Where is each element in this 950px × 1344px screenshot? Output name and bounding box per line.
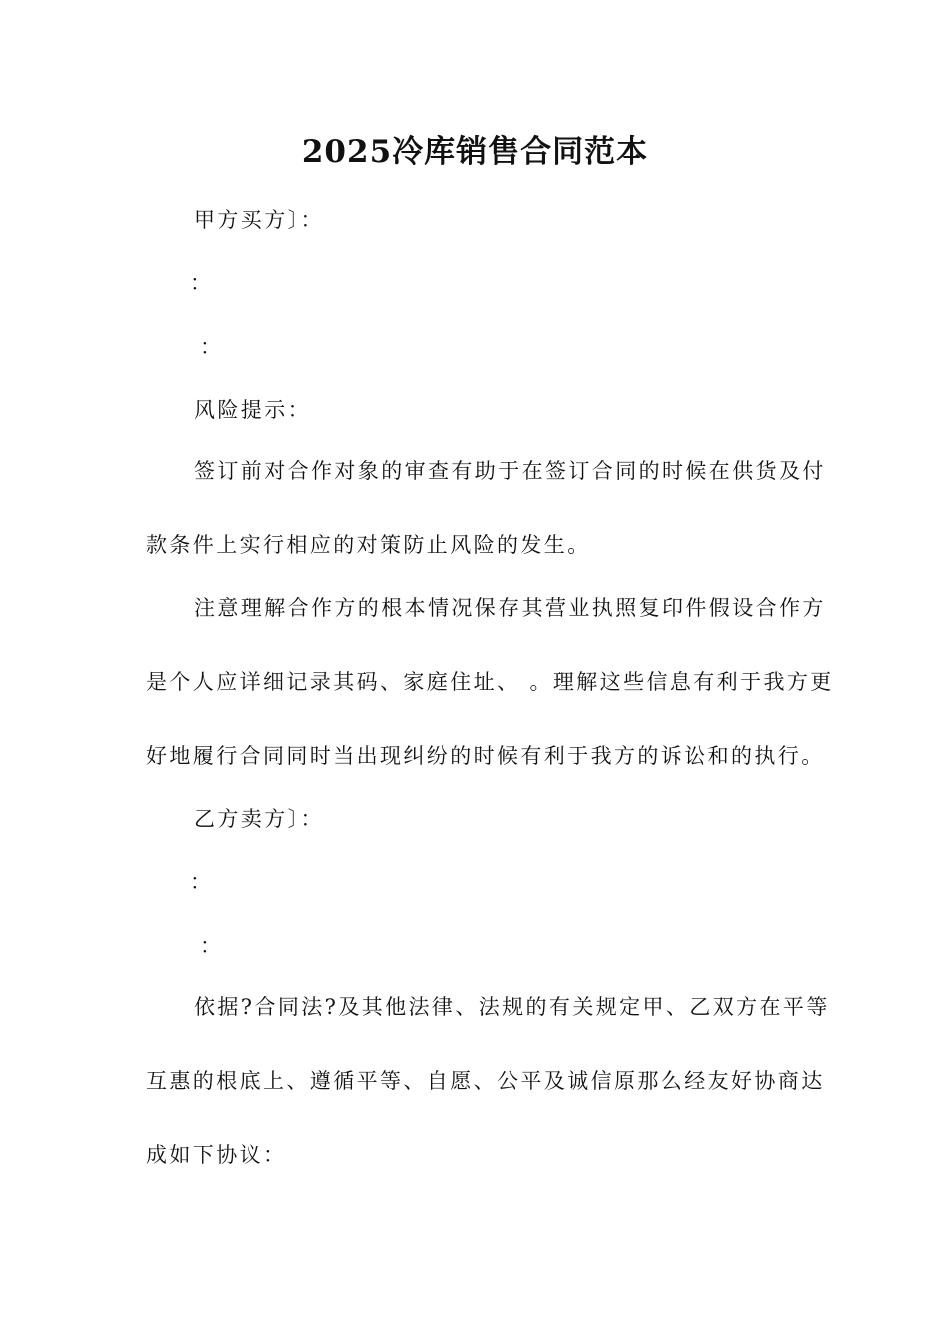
- paragraph-line: 款条件上实行相应的对策防止风险的发生。: [146, 533, 591, 557]
- paragraph-line: 依据?合同法?及其他法律、法规的有关规定甲、乙双方在平等: [194, 995, 830, 1019]
- paragraph-line: 是个人应详细记录其码、家庭住址、 。理解这些信息有利于我方更: [146, 670, 834, 694]
- paragraph-line: 互惠的根底上、遵循平等、自愿、公平及诚信原那么经友好协商达: [146, 1069, 825, 1093]
- party-b-label: 乙方卖方〕：: [194, 807, 324, 831]
- risk-heading: 风险提示：: [194, 398, 311, 422]
- paragraph-line: 签订前对合作对象的审查有助于在签订合同的时候在供货及付: [194, 459, 826, 483]
- paragraph-line: 成如下协议：: [146, 1143, 287, 1167]
- party-a-field-1: ：: [190, 271, 214, 295]
- party-b-field-2: ：: [200, 934, 224, 958]
- party-a-label: 甲方买方〕：: [194, 208, 324, 232]
- document-title: 2025冷库销售合同范本: [301, 134, 649, 170]
- party-a-field-2: ：: [200, 335, 224, 359]
- paragraph-line: 注意理解合作方的根本情况保存其营业执照复印件假设合作方: [194, 596, 826, 620]
- paragraph-line: 好地履行合同同时当出现纠纷的时候有利于我方的诉讼和的执行。: [146, 744, 825, 768]
- party-b-field-1: ：: [190, 870, 214, 894]
